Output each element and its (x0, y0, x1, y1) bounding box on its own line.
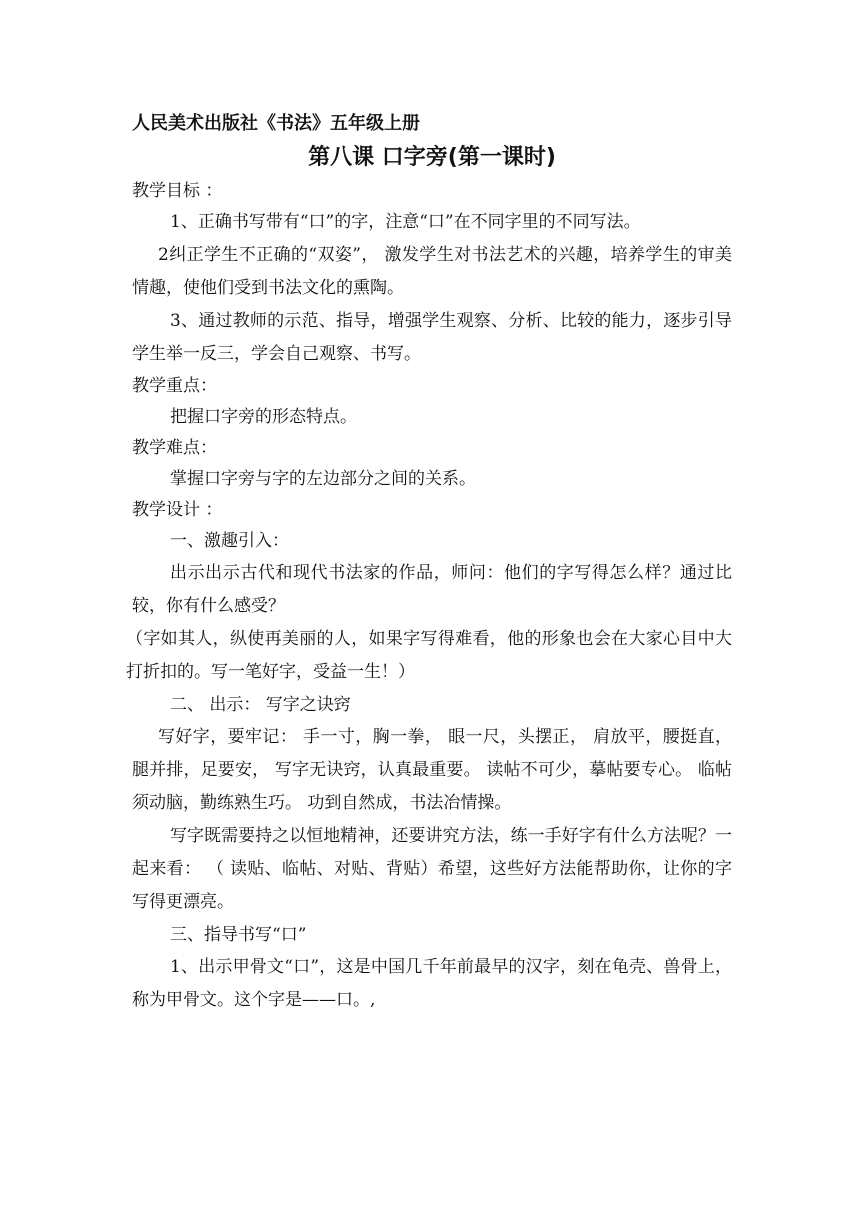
document-body (126, 108, 732, 1017)
publisher-header: 人民美术出版社《书法》五年级上册 (132, 113, 420, 134)
lesson-title: 第八课 口字旁(第一课时) (308, 145, 556, 170)
section-1-text: 出示出示古代和现代书法家的作品，师问：他们的字写得怎么样？通过比较，你有什么感受？ (132, 563, 732, 616)
objective-item: 1、正确书写带有“口”的字，注意“口”在不同字里的不同写法。 (170, 212, 641, 232)
section-3-heading: 三、指导书写“口” (170, 925, 307, 945)
design-label: 教学设计 ： (132, 500, 223, 520)
section-2-heading: 二、 出示： 写字之诀窍 (170, 695, 351, 715)
objectives-label: 教学目标 ： (132, 181, 223, 201)
objective-item: 3、通过教师的示范、指导，增强学生观察、分析、比较的能力，逐步引导学生举一反三，学会自己观察、书写。 (132, 311, 732, 364)
section-1-note: （字如其人，纵使再美丽的人，如果字写得难看，他的形象也会在大家心目中大打折扣的。写一笔好字，受益一生！） (126, 629, 732, 682)
section-3-text: 1、出示甲骨文“口”，这是中国几千年前最早的汉字，刻在龟壳、兽骨上，称为甲骨文。这个字是——口。, (132, 957, 732, 1010)
key-point-text: 把握口字旁的形态特点。 (170, 407, 357, 427)
difficulty-label: 教学难点： (132, 438, 217, 458)
key-point-label: 教学重点： (132, 376, 217, 396)
difficulty-text: 掌握口字旁与字的左边部分之间的关系。 (170, 469, 476, 489)
section-2-text: 写好字，要牢记： 手一寸，胸一拳， 眼一尺，头摆正， 肩放平，腰挺直， 腿并排，足要安， 写字无诀窍，认真最重要。 读帖不可少，摹帖要专心。 临帖须动脑，勤练熟生巧。 功到自然成，书法冶情操。 (132, 727, 732, 813)
objective-item: 2纠正学生不正确的“双姿”， 激发学生对书法艺术的兴趣，培养学生的审美情趣，使他们受到书法文化的熏陶。 (132, 245, 732, 298)
section-2-text-2: 写字既需要持之以恒地精神，还要讲究方法，练一手好字有什么方法呢？一起来看： （ 读贴、临帖、对贴、背贴）希望，这些好方法能帮助你，让你的字写得更漂亮。 (132, 826, 732, 912)
section-1-heading: 一、激趣引入： (170, 531, 289, 551)
